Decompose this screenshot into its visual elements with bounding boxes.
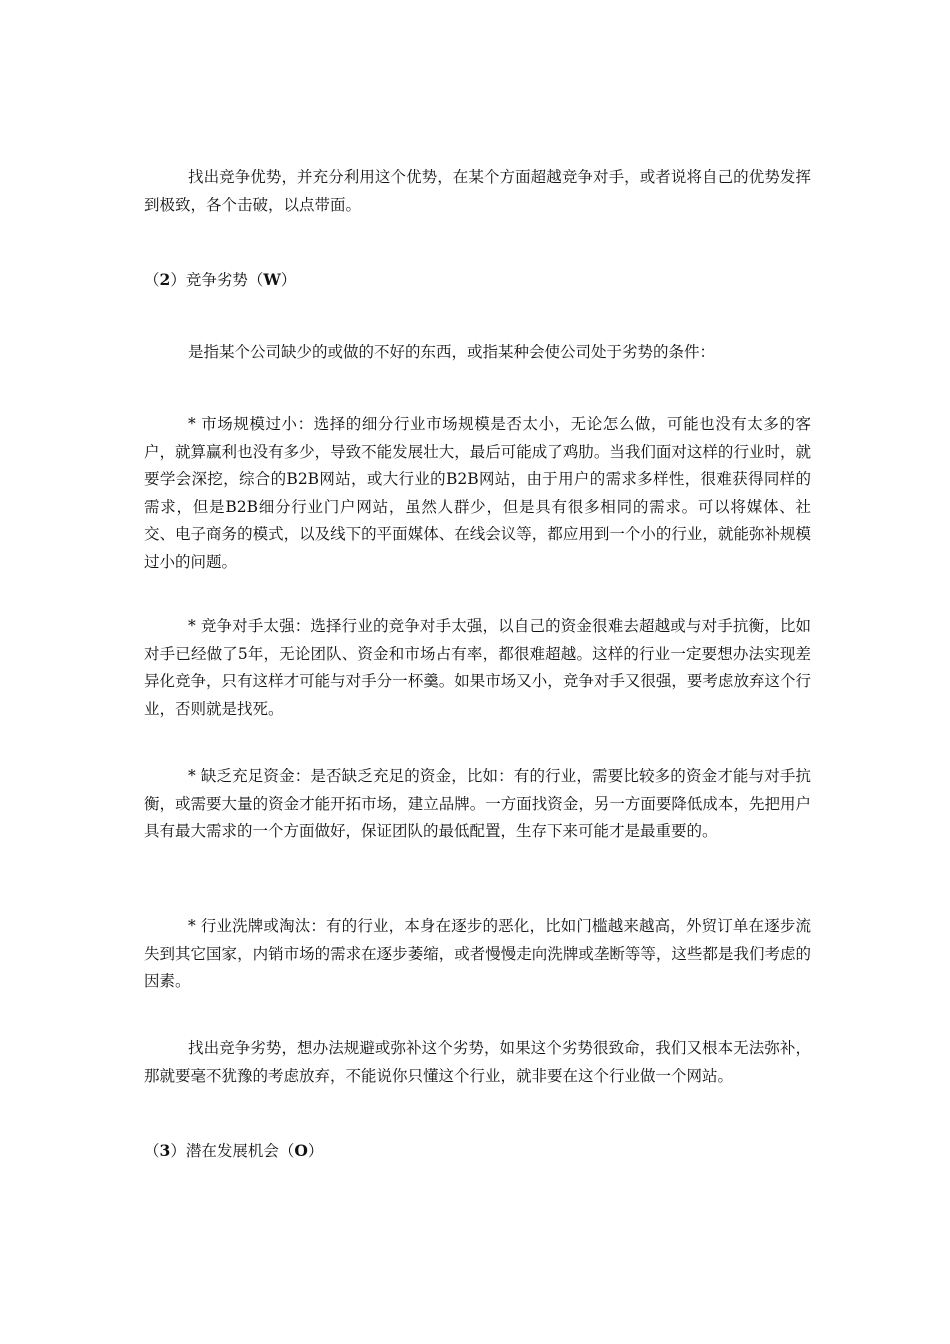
- heading-close-paren: ）: [170, 271, 186, 289]
- paragraph-weakness-definition: 是指某个公司缺少的或做的不好的东西，或指某种会使公司处于劣势的条件：: [188, 343, 716, 361]
- heading-number: 3: [159, 1141, 171, 1160]
- paragraph-industry-reshuffle: * 行业洗牌或淘汰：有的行业，本身在逐步的恶化，比如门槛越来越高，外贸订单在逐步流失到其它国家，内销市场的需求在逐步萎缩，或者慢慢走向洗牌或垄断等等，这些都是我们考虑的因素。: [144, 917, 811, 990]
- heading-open-paren: （: [144, 271, 160, 289]
- heading-close-paren: ）: [170, 1142, 186, 1160]
- heading-close: ）: [280, 271, 297, 289]
- section-heading-opportunity: [144, 1137, 323, 1166]
- heading-open-paren: （: [144, 1142, 160, 1160]
- heading-title: 竞争劣势（: [185, 271, 264, 289]
- paragraph-lack-of-funds: * 缺乏充足资金：是否缺乏充足的资金，比如：有的行业，需要比较多的资金才能与对手抗衡，或需要大量的资金才能开拓市场，建立品牌。一方面找资金，另一方面要降低成本，先把用户具有最大需求的一个方面做好，保证团队的最低配置，生存下来可能才是最重要的。: [144, 767, 811, 840]
- paragraph-competitive-advantage-summary: 找出竞争优势，并充分利用这个优势，在某个方面超越竞争对手，或者说将自己的优势发挥到极致，各个击破，以点带面。: [144, 168, 811, 214]
- paragraph-small-market: * 市场规模过小：选择的细分行业市场规模是否太小，无论怎么做，可能也没有太多的客户，就算赢利也没有多少，导致不能发展壮大，最后可能成了鸡肋。当我们面对这样的行业时，就要学会深挖，综合的B2B网站，或大行业的B2B网站，由于用户的需求多样性，很难获得同样的需求，但是B2B细分行业门户网站，虽然人群少，但是具有很多相同的需求。可以将媒体、社交、电子商务的模式，以及线下的平面媒体、在线会议等，都应用到一个小的行业，就能弥补规模过小的问题。: [144, 415, 811, 571]
- heading-letter: W: [263, 270, 281, 289]
- heading-letter: O: [294, 1141, 308, 1160]
- heading-title: 潜在发展机会（: [185, 1142, 295, 1160]
- heading-number: 2: [159, 270, 171, 289]
- paragraph-strong-competitors: * 竞争对手太强：选择行业的竞争对手太强，以自己的资金很难去超越或与对手抗衡，比如对手已经做了5年，无论团队、资金和市场占有率，都很难超越。这样的行业一定要想办法实现差异化竞争，只有这样才可能与对手分一杯羹。如果市场又小，竞争对手又很强，要考虑放弃这个行业，否则就是找死。: [144, 617, 811, 718]
- heading-close: ）: [307, 1142, 324, 1160]
- section-heading-weakness: [144, 266, 296, 295]
- paragraph-weakness-summary: 找出竞争劣势，想办法规避或弥补这个劣势，如果这个劣势很致命，我们又根本无法弥补，那就要毫不犹豫的考虑放弃，不能说你只懂这个行业，就非要在这个行业做一个网站。: [144, 1039, 811, 1085]
